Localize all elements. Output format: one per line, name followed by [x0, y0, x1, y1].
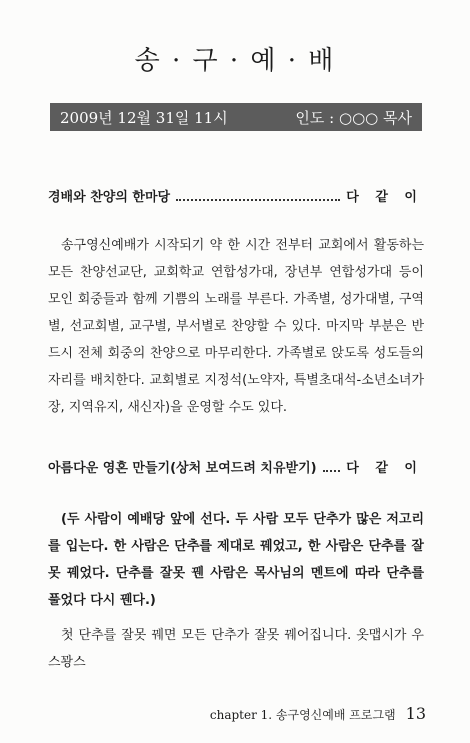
section-title: 아름다운 영혼 만들기(상처 보여드려 치유받기) [48, 461, 317, 476]
dotted-leader [323, 470, 341, 472]
dotted-leader [176, 199, 340, 201]
section-body: 첫 단추를 잘못 꿰면 모든 단추가 잘못 꿰어집니다. 옷맵시가 우스꽝스 [48, 628, 424, 670]
stage-direction: (두 사람이 예배당 앞에 선다. 두 사람 모두 단추가 많은 저고리를 입는다. 한 사람은 단추를 제대로 꿰었고, 한 사람은 단추를 잘못 꿰었다. 단추를 잘못 꿴 사람은 목사님의 멘트에 따라 단추를 풀었다 다시 꿴다.) [48, 512, 424, 608]
section-title: 경배와 찬양의 한마당 [48, 190, 171, 205]
section-body: 송구영신예배가 시작되기 약 한 시간 전부터 교회에서 활동하는 모든 찬양선교단, 교회학교 연합성가대, 장년부 연합성가대 등이 모인 회중들과 함께 기쁨의 노래를 부른다. 가족별, 성가대별, 구역별, 선교회별, 교구별, 부서별로 찬양할 수 있다. 마지막 부분은 반드시 전체 회중의 찬양으로 마무리한다. 가족별로 앉도록 성도들의 자리를 배치한다. 교회별로 지정석(노약자, 특별초대석-소년소녀가장, 지역유지, 새신자)을 운영할 수도 있다. [48, 238, 424, 415]
chapter-label: chapter 1. 송구영신예배 프로그램 [209, 708, 396, 722]
section-heading [48, 457, 423, 476]
page-number: 13 [405, 704, 426, 723]
page-footer [0, 704, 426, 723]
section-participants: 다 같 이 [346, 190, 423, 205]
page-title: 송 · 구 · 예 · 배 [134, 46, 336, 76]
section-heading [48, 186, 423, 205]
section-participants: 다 같 이 [346, 461, 423, 476]
service-datetime: 2009년 12월 31일 11시 [60, 108, 228, 127]
date-bar [50, 103, 422, 131]
service-leader: 인도 : ○○○ 목사 [295, 108, 412, 127]
